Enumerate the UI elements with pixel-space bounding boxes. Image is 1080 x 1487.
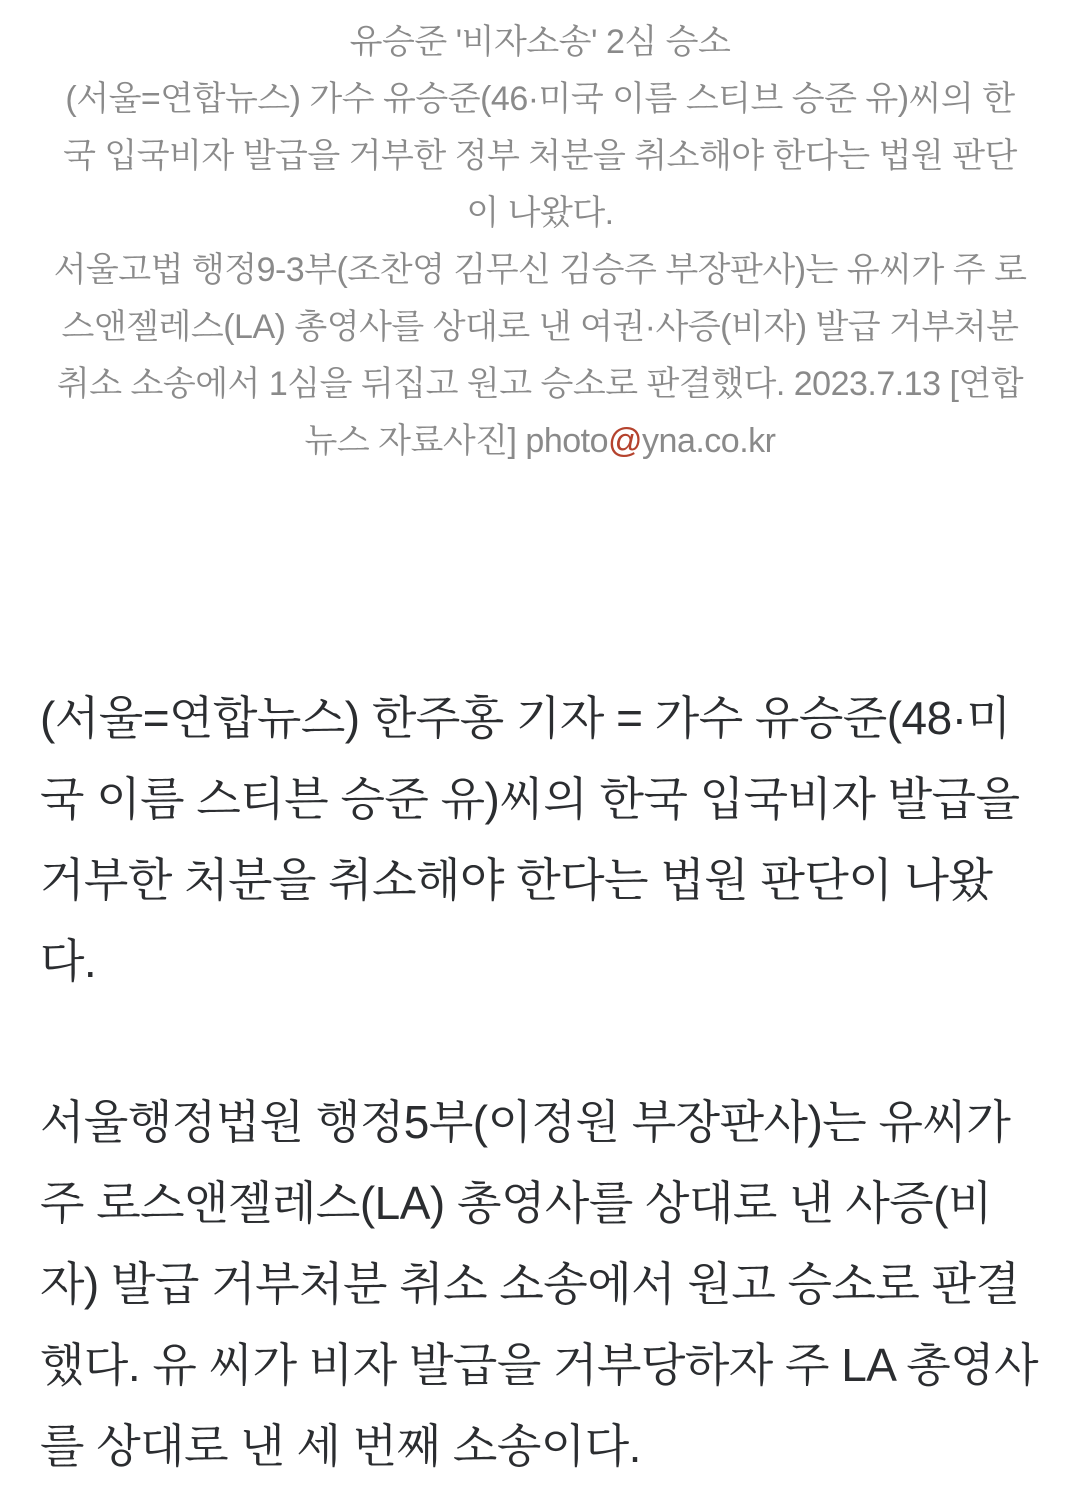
photo-placeholder-space [0,470,1080,678]
email-at-icon: @ [608,422,643,460]
email-domain: yna.co.kr [642,422,776,460]
body-paragraph-2: 서울행정법원 행정5부(이정원 부장판사)는 유씨가 주 로스앤젤레스(LA) 총영사를 상대로 낸 사증(비자) 발급 거부처분 취소 소송에서 원고 승소로 판결했다. 유 씨가 비자 발급을 거부당하자 주 LA 총영사를 상대로 낸 세 번째 소송이다. [40,1096,1039,1472]
email-link[interactable] [525,422,775,460]
caption-title: 유승준 '비자소송' 2심 승소 [349,23,731,61]
email-user: photo [525,422,609,460]
caption-paragraph-2-text: 서울고법 행정9-3부(조찬영 김무신 김승주 부장판사)는 유씨가 주 로스앤젤레스(LA) 총영사를 상대로 낸 여권·사증(비자) 발급 거부처분 취소 소송에서 1심을 뒤집고 원고 승소로 판결했다. 2023.7.13 [연합뉴스 자료사진] [53,251,1027,460]
article-body [0,678,1080,1487]
caption-paragraph-2 [52,242,1028,470]
caption-paragraph-1: (서울=연합뉴스) 가수 유승준(46·미국 이름 스티브 승준 유)씨의 한국 입국비자 발급을 거부한 정부 처분을 취소해야 한다는 법원 판단이 나왔다. [63,80,1017,232]
photo-caption [0,0,1080,470]
body-paragraph-1: (서울=연합뉴스) 한주홍 기자 = 가수 유승준(48·미국 이름 스티븐 승준 유)씨의 한국 입국비자 발급을 거부한 처분을 취소해야 한다는 법원 판단이 나왔다. [40,692,1020,987]
